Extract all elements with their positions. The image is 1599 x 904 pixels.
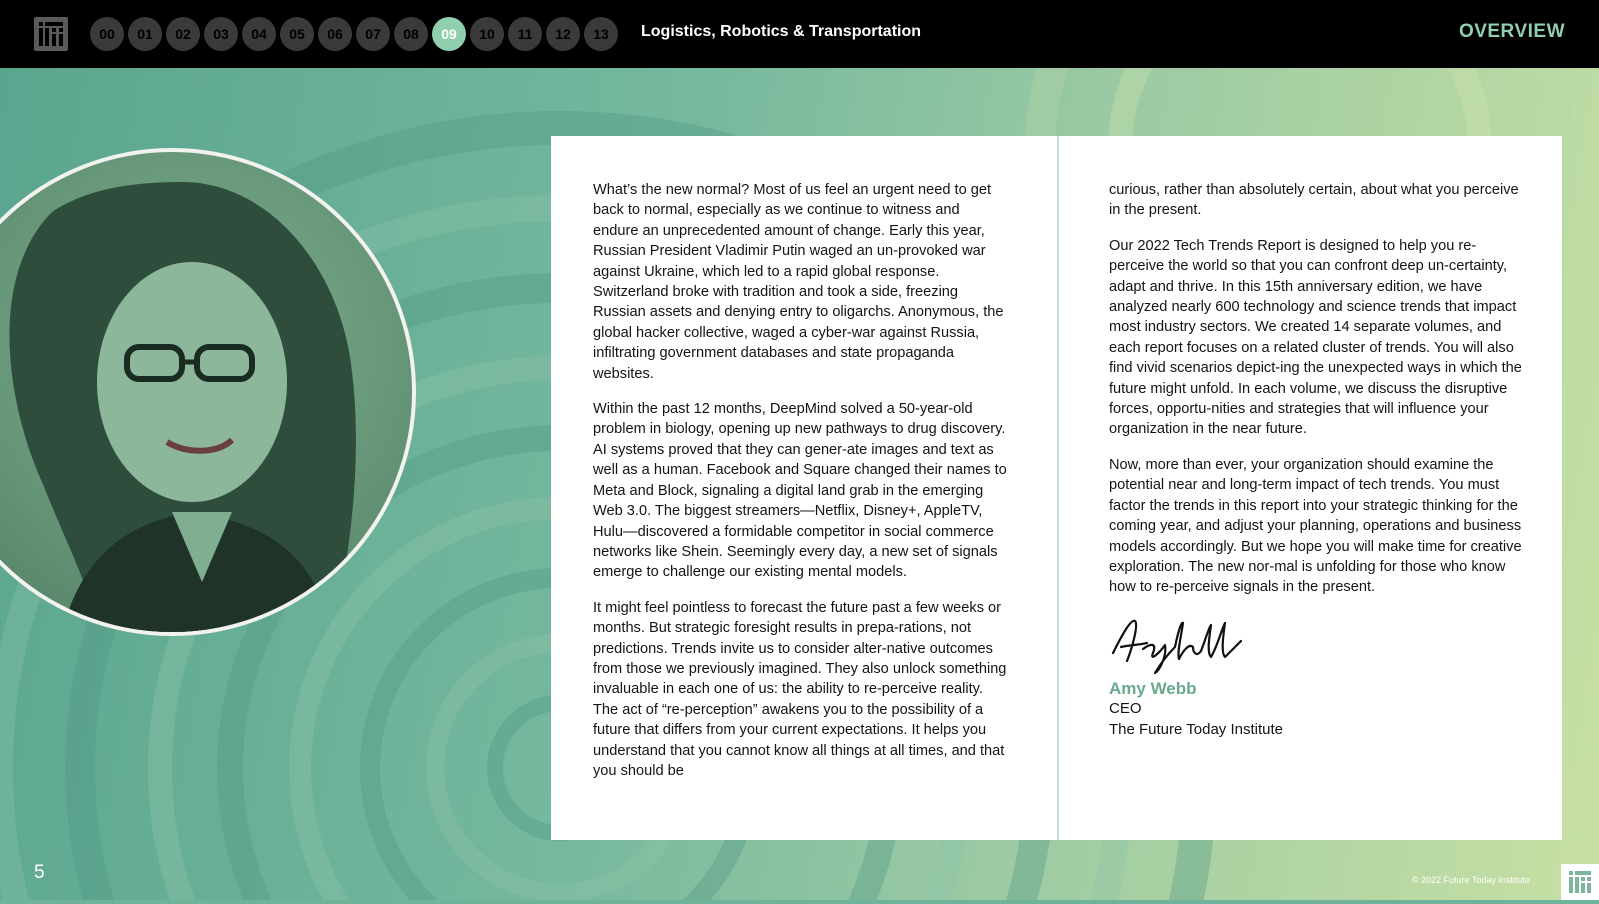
letter-paragraph: curious, rather than absolutely certain, about what you perceive in the present. (1109, 182, 1519, 219)
nav-item-04[interactable]: 04 (242, 17, 276, 51)
copyright-notice: © 2022 Future Today Institute (1412, 875, 1531, 885)
letter-panel (551, 136, 1562, 840)
chapter-nav (90, 17, 618, 51)
nav-item-02[interactable]: 02 (166, 17, 200, 51)
signatory-name: Amy Webb (1109, 678, 1197, 698)
letter-column-right (1109, 180, 1525, 740)
letter-paragraph: Within the past 12 months, DeepMind solved a 50-year-old problem in biology, opening up new pathways to drug discovery. AI systems proved that they can gener-ate images and text as well as a human. Facebook and Square changed their names to Meta and Block, signaling a digital land grab in the emerging Web 3.0. The biggest streamers—Netflix, Disney+, AppleTV, Hulu—discovered a formidable competitor in social commerce networks like Shein. Seemingly every day, a new set of signals emerge to challenge our existing mental models. (593, 401, 1007, 581)
nav-item-08[interactable]: 08 (394, 17, 428, 51)
nav-item-12[interactable]: 12 (546, 17, 580, 51)
nav-item-07[interactable]: 07 (356, 17, 390, 51)
nav-item-10[interactable]: 10 (470, 17, 504, 51)
nav-item-00[interactable]: 00 (90, 17, 124, 51)
letter-paragraph: It might feel pointless to forecast the future past a few weeks or months. But strategic foresight results in prepa-rations, not predictions. Trends invite us to consider alter-native outcomes from those we previously imagined. They also unlock something invaluable in each one of us: the ability to re-perceive reality. The act of “re-perception” awakens you to the possibility of a future that differs from your current expectations. It helps you understand that you cannot know all things at all times, and that you should be (593, 599, 1007, 779)
overview-link[interactable]: OVERVIEW (1458, 21, 1565, 42)
nav-item-06[interactable]: 06 (318, 17, 352, 51)
signatory-organization: The Future Today Institute (1109, 720, 1283, 738)
fti-logo-icon[interactable] (34, 17, 68, 51)
letter-paragraph: Now, more than ever, your organization should examine the potential near and long-term impact of tech trends. You must factor the trends in this report into your strategic thinking for the coming year, and adjust your planning, operations and business models accordingly. But we hope you will make time for creative exploration. The new nor-mal is unfolding for those who know how to re-perceive signals in the present. (1109, 456, 1522, 596)
page-number: 5 (34, 862, 45, 883)
handwritten-signature (1109, 613, 1259, 677)
nav-item-11[interactable]: 11 (508, 17, 542, 51)
nav-item-01[interactable]: 01 (128, 17, 162, 51)
fti-logo-icon[interactable] (1561, 864, 1599, 900)
letter-column-left (593, 180, 1009, 796)
letter-paragraph: Our 2022 Tech Trends Report is designed to help you re-perceive the world so that you can confront deep un-certainty, adapt and thrive. In this 15th anniversary edition, we have analyzed nearly 600 technology and science trends that impact most industry sectors. We created 14 separate volumes, and each report focuses on a related cluster of trends. You will also find vivid scenarios depict-ing the unexpected ways in which the future might unfold. In each volume, we discuss the disruptive forces, opportu-nities and strategies that will influence your organization in the near future. (1109, 237, 1522, 438)
letter-paragraph: What’s the new normal? Most of us feel an urgent need to get back to normal, especially as we continue to witness and endure an unprecedented amount of change. Early this year, Russian President Vladimir Putin waged an un-provoked war against Ukraine, which led to a rapid global response. Switzerland broke with tradition and took a side, freezing Russian assets and denying entry to oligarchs. Anonymous, the global hacker collective, waged a cyber-war against Russia, infiltrating government databases and state propaganda websites. (593, 182, 1004, 382)
nav-item-03[interactable]: 03 (204, 17, 238, 51)
column-divider (1057, 136, 1059, 840)
nav-item-09-active[interactable]: 09 (432, 17, 466, 51)
section-title: Logistics, Robotics & Transportation (641, 23, 922, 40)
nav-item-05[interactable]: 05 (280, 17, 314, 51)
signatory-title: CEO (1109, 700, 1142, 718)
top-bar (0, 0, 1599, 68)
nav-item-13[interactable]: 13 (584, 17, 618, 51)
